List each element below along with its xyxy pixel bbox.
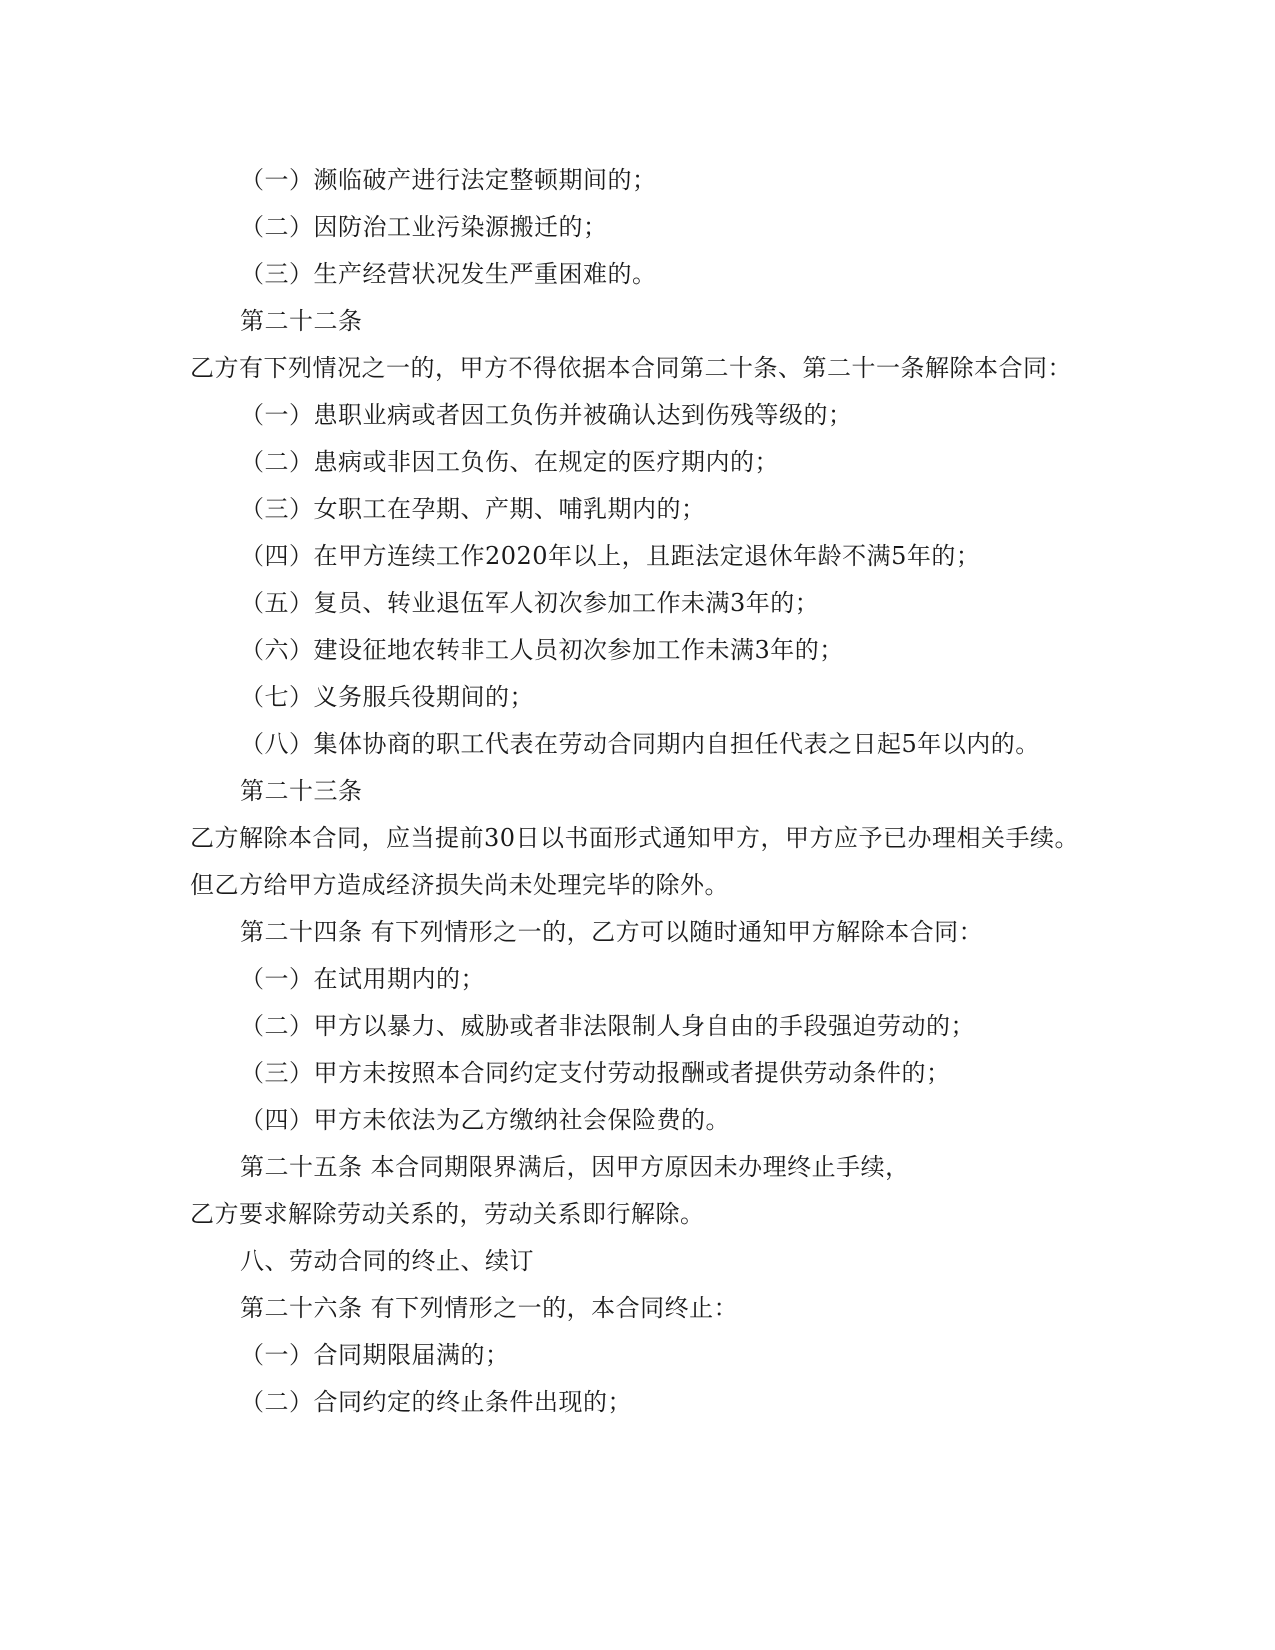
article-23-text: 乙方解除本合同，应当提前30日以书面形式通知甲方，甲方应予已办理相关手续。	[190, 824, 1080, 852]
clause-item-11: （八）集体协商的职工代表在劳动合同期内自担任代表之日起5年以内的。	[240, 730, 1040, 758]
clause-item-16: （一）合同期限届满的；	[240, 1341, 510, 1369]
clause-item-15: （四）甲方未依法为乙方缴纳社会保险费的。	[240, 1106, 730, 1134]
clause-item-7: （四）在甲方连续工作2020年以上，且距法定退休年龄不满5年的；	[240, 542, 981, 570]
clause-item-4: （一）患职业病或者因工负伤并被确认达到伤残等级的；	[240, 401, 853, 429]
clause-item-9: （六）建设征地农转非工人员初次参加工作未满3年的；	[240, 636, 844, 664]
clause-item-8: （五）复员、转业退伍军人初次参加工作未满3年的；	[240, 589, 820, 617]
clause-item-10: （七）义务服兵役期间的；	[240, 683, 534, 711]
clause-item-2: （二）因防治工业污染源搬迁的；	[240, 213, 608, 241]
article-22-text: 乙方有下列情况之一的，甲方不得依据本合同第二十条、第二十一条解除本合同：	[190, 354, 1072, 382]
clause-item-3: （三）生产经营状况发生严重困难的。	[240, 260, 657, 288]
article-25-text: 乙方要求解除劳动关系的，劳动关系即行解除。	[190, 1200, 705, 1228]
clause-item-1: （一）濒临破产进行法定整顿期间的；	[240, 166, 657, 194]
clause-item-6: （三）女职工在孕期、产期、哺乳期内的；	[240, 495, 706, 523]
article-23-heading: 第二十三条	[240, 777, 363, 805]
clause-item-13: （二）甲方以暴力、威胁或者非法限制人身自由的手段强迫劳动的；	[240, 1012, 975, 1040]
clause-item-12: （一）在试用期内的；	[240, 965, 485, 993]
article-25-heading: 第二十五条 本合同期限界满后，因甲方原因未办理终止手续，	[240, 1153, 910, 1181]
article-22-heading: 第二十二条	[240, 307, 363, 335]
section-8-heading: 八、劳动合同的终止、续订	[240, 1247, 534, 1275]
clause-item-14: （三）甲方未按照本合同约定支付劳动报酬或者提供劳动条件的；	[240, 1059, 951, 1087]
article-23-text-cont: 但乙方给甲方造成经济损失尚未处理完毕的除外。	[190, 871, 729, 899]
clause-item-5: （二）患病或非因工负伤、在规定的医疗期内的；	[240, 448, 779, 476]
article-24-heading: 第二十四条 有下列情形之一的，乙方可以随时通知甲方解除本合同：	[240, 918, 984, 946]
clause-item-17: （二）合同约定的终止条件出现的；	[240, 1388, 632, 1416]
article-26-heading: 第二十六条 有下列情形之一的，本合同终止：	[240, 1294, 739, 1322]
